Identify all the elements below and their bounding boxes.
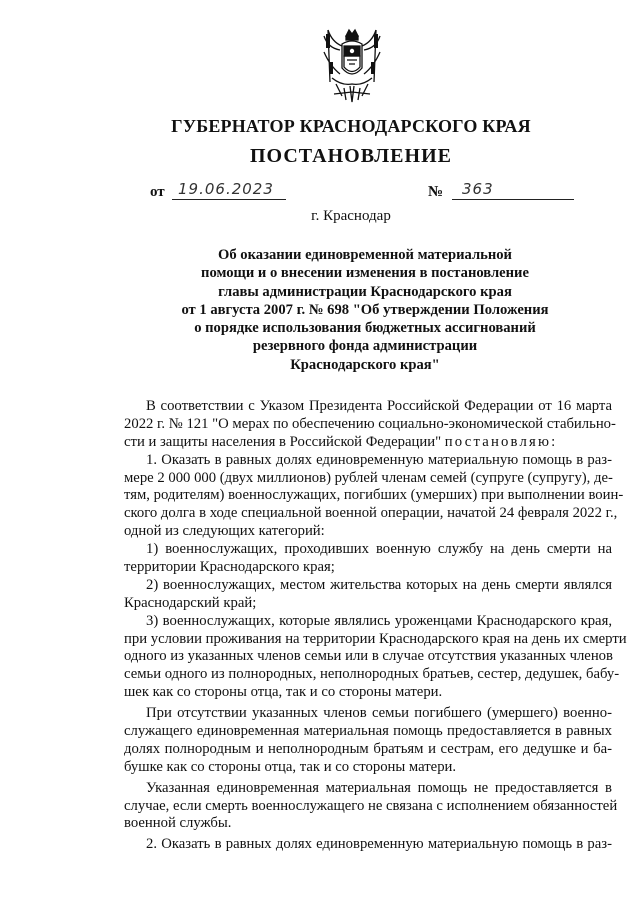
body-line: одного из указанных членов семьи или в случае отсутствия указанных членов: [124, 648, 613, 665]
title-line: помощи и о внесении изменения в постановление: [201, 265, 529, 282]
body-line: В соответствии с Указом Президента Российской Федерации от 16 марта: [146, 398, 612, 414]
body-line: 1) военнослужащих, проходивших военную службу на день смерти на: [146, 541, 612, 558]
decree-word: постановляю:: [444, 433, 558, 450]
body-line: военной службы.: [124, 815, 232, 832]
title-line: главы администрации Краснодарского края: [218, 283, 512, 300]
date-number-line: [150, 180, 590, 204]
title-line: от 1 августа 2007 г. № 698 "Об утверждении Положения: [181, 301, 549, 318]
body-line: [124, 434, 612, 452]
issuer-heading: ГУБЕРНАТОР КРАСНОДАРСКОГО КРАЯ: [171, 116, 531, 136]
title-line: Краснодарского края": [290, 356, 440, 373]
document-title: [140, 246, 590, 374]
body-line: случае, если смерть военнослужащего не связана с исполнением обязанностей: [124, 797, 618, 814]
body-line: при условии проживания на территории Краснодарского края на день их смерти: [124, 630, 627, 647]
body-line: Указанная единовременная материальная помощь не предоставляется в: [146, 779, 612, 796]
body-line: 2022 г. № 121 "О мерах по обеспечению социально-экономической стабильно-: [124, 415, 616, 432]
body-line: 2. Оказать в равных долях единовременную материальную помощь в раз-: [146, 836, 612, 853]
body-line-part: сти и защиты населения в Российской Федерации": [124, 433, 445, 450]
body-line: бушке как со стороны отца, так и со стороны матери.: [124, 758, 457, 775]
coat-of-arms-icon: [322, 22, 382, 104]
body-line: При отсутствии указанных членов семьи погибшего (умершего) военно-: [146, 705, 612, 722]
city-line: г. Краснодар: [311, 208, 391, 224]
title-line: резервного фонда администрации: [252, 338, 478, 355]
date-prefix: от: [150, 184, 165, 200]
number-field: 363: [452, 180, 574, 200]
body-line: тям, родителям) военнослужащих, погибших (умерших) при выполнении воин-: [124, 487, 624, 504]
body-line: долях полнородным и неполнородным братьям и сестрам, его дедушке и ба-: [124, 740, 612, 757]
title-line: Об оказании единовременной материальной: [218, 247, 512, 263]
document-body: [124, 398, 627, 854]
body-line: одной из следующих категорий:: [124, 523, 325, 540]
body-line: Краснодарский край;: [124, 594, 257, 611]
body-line: служащего единовременная материальная помощь предоставляется в равных: [124, 723, 612, 740]
date-field: 19.06.2023: [172, 180, 286, 200]
title-line: о порядке использования бюджетных ассигнований: [194, 320, 536, 337]
number-prefix: №: [428, 184, 444, 200]
body-line: 2) военнослужащих, местом жительства которых на день смерти являлся: [146, 576, 612, 593]
body-line: ского долга в ходе специальной военной операции, начатой 24 февраля 2022 г.,: [124, 505, 618, 522]
body-line: 3) военнослужащих, которые являлись уроженцами Краснодарского края,: [146, 612, 612, 629]
document-type-heading: ПОСТАНОВЛЕНИЕ: [250, 145, 452, 167]
body-line: семьи одного из полнородных, неполнородных братьев, сестер, дедушек, бабу-: [124, 666, 620, 683]
body-line: 1. Оказать в равных долях единовременную материальную помощь в раз-: [146, 451, 612, 468]
body-line: мере 2 000 000 (двух миллионов) рублей членам семей (супруге (супругу), де-: [124, 469, 613, 486]
body-line: территории Краснодарского края;: [124, 559, 335, 576]
body-line: шек как со стороны отца, так и со стороны матери.: [124, 684, 443, 701]
